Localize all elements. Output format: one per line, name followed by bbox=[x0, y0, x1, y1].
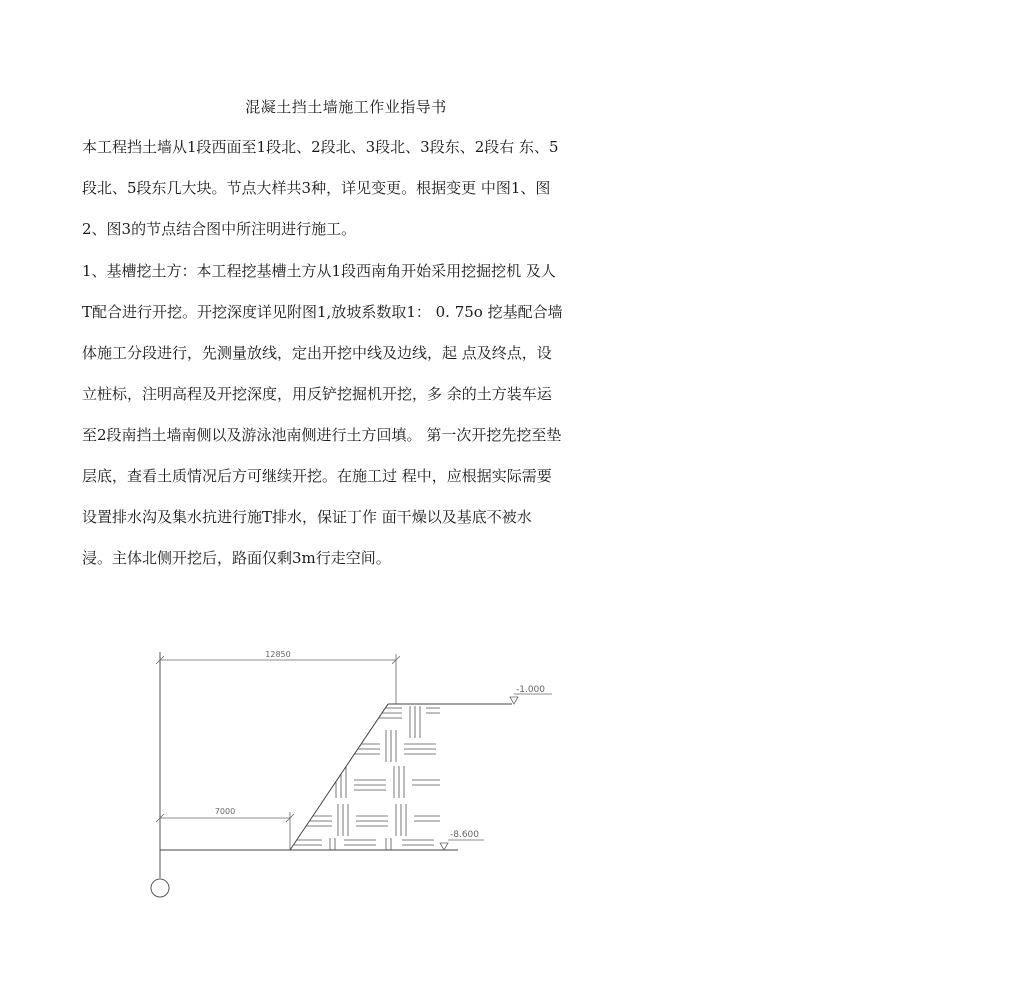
paragraph-line: 层底，查看土质情况后方可继续开挖。在施工过 程中，应根据实际需要 bbox=[82, 467, 552, 485]
dimension-label-bottom: 7000 bbox=[214, 807, 236, 816]
excavation-section-drawing bbox=[140, 640, 570, 914]
paragraph-line: T配合进行开挖。开挖深度详见附图1,放坡系数取1： 0. 75o 挖基配合墙 bbox=[82, 303, 563, 321]
paragraph-line: 体施工分段进行，先测量放线，定出开挖中线及边线，起 点及终点，设 bbox=[82, 344, 552, 362]
drawing-svg bbox=[140, 640, 570, 910]
paragraph-line: 1、基槽挖土方：本工程挖基槽土方从1段西南角开始采用挖掘挖机 及人 bbox=[82, 262, 556, 280]
slope-edge bbox=[290, 704, 388, 850]
soil-hatch bbox=[290, 706, 440, 850]
paragraph-line: 设置排水沟及集水抗进行施T排水，保证丁作 面干燥以及基底不被水 bbox=[82, 508, 532, 526]
paragraph-line: 立桩标，注明高程及开挖深度，用反铲挖掘机开挖，多 余的土方装车运 bbox=[82, 385, 552, 403]
dimension-label-top: 12850 bbox=[265, 650, 291, 659]
level-mark-triangle bbox=[510, 697, 518, 704]
paragraph-line: 本工程挡土墙从1段西面至1段北、2段北、3段北、3段东、2段右 东、5 bbox=[82, 138, 559, 156]
doc-title: 混凝土挡土墙施工作业指导书 bbox=[245, 98, 447, 116]
section1-paragraph bbox=[82, 251, 642, 579]
paragraph-line: 2、图3的节点结合图中所注明进行施工。 bbox=[82, 220, 357, 238]
axis-marker bbox=[151, 879, 169, 897]
level-label-bottom: -8.600 bbox=[450, 830, 480, 840]
level-mark-triangle bbox=[440, 843, 448, 850]
intro-paragraph bbox=[82, 127, 642, 250]
level-label-top: -1.000 bbox=[516, 685, 546, 695]
paragraph-line: 段北、5段东几大块。节点大样共3种，详见变更。根据变更 中图1、图 bbox=[82, 179, 551, 197]
paragraph-line: 浸。主体北侧开挖后，路面仅剩3m行走空间。 bbox=[82, 549, 391, 567]
paragraph-line: 至2段南挡土墙南侧以及游泳池南侧进行土方回填。 第一次开挖先挖至垫 bbox=[82, 426, 562, 444]
